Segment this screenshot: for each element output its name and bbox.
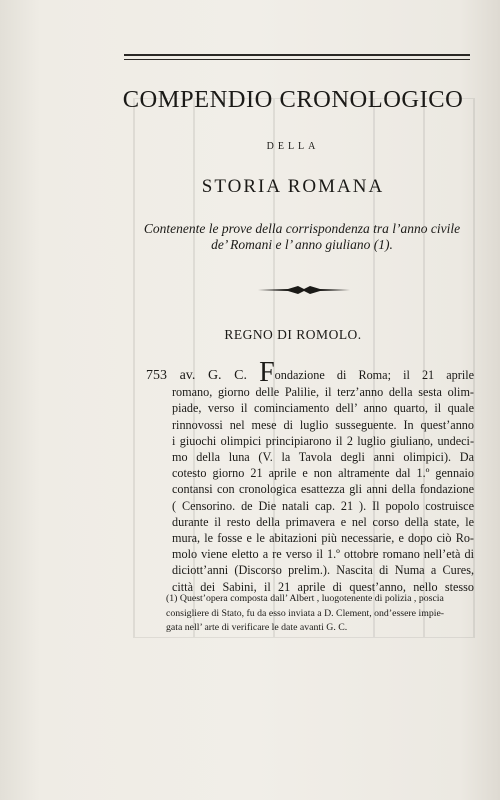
body-line: diciott’anni (Discorso prelim.). Nascita di Numa a Cures, (172, 563, 474, 578)
body-line: ( Censorino. de Die natali cap. 21 ). Il popolo costruisce (172, 498, 474, 513)
body-line: piade, verso il cominciamento dell’ anno quarto, il quale (172, 401, 474, 416)
top-double-rule (124, 54, 470, 56)
body-line: rinnovossi nel mese di luglio susseguente. In quest’anno (172, 417, 474, 432)
body-line: romano, giorno delle Palilie, il terz’anno della sesta olim- (172, 385, 474, 400)
body-line: mura, le fosse e le abitazioni più necessarie, e dopo ciò Ro- (172, 531, 474, 546)
body-first-line (146, 357, 475, 388)
body-line: cotesto giorno 21 aprile e non altramente dal 1.º gennaio (172, 466, 474, 481)
year-label: 753 av. G. C. (146, 368, 247, 383)
body-line: durante il resto della primavera e nel corso della state, le (172, 514, 474, 529)
footnote-line: (1) Quest’opera composta dall’ Albert , luogotenente di polizia , poscia (166, 593, 444, 604)
body-paragraph (146, 357, 475, 595)
ornament-rule (258, 284, 350, 296)
footnote-line: gata nell’ arte di verificare le date avanti G. C. (166, 622, 348, 633)
page-subtitle: STORIA ROMANA (201, 176, 385, 197)
page-title: COMPENDIO CRONOLOGICO (122, 86, 464, 113)
body-line: molo viene eletto a re verso il 1.º ottobre romano nell’età di (172, 547, 474, 562)
body-line: contansi con cronologica esattezza gli anni della fondazione (172, 482, 474, 497)
footnote-line: consigliere di Stato, fu da esso inviata a D. Clement, ond’essere impie- (166, 607, 445, 619)
body-line: città dei Sabini, il 21 aprile di quest’anno, nello stesso (172, 579, 474, 594)
body-line: ondazione di Roma; il 21 aprile (274, 368, 475, 382)
body-line: i giuochi olimpici principiarono il 2 luglio giuliano, undeci- (172, 433, 474, 448)
subtitle-description (126, 221, 478, 253)
section-heading: REGNO DI ROMOLO. (224, 327, 362, 342)
footnote (166, 592, 474, 636)
description-line: de’ Romani e l’ anno giuliano (1). (211, 237, 393, 252)
description-line: Contenente le prove della corrispondenza tra l’anno civile (143, 221, 461, 236)
title-connector: DELLA (266, 141, 320, 152)
body-line: mo della luna (V. la Tavola degli anni olimpici). Da (172, 450, 474, 465)
drop-cap: F (259, 357, 275, 388)
